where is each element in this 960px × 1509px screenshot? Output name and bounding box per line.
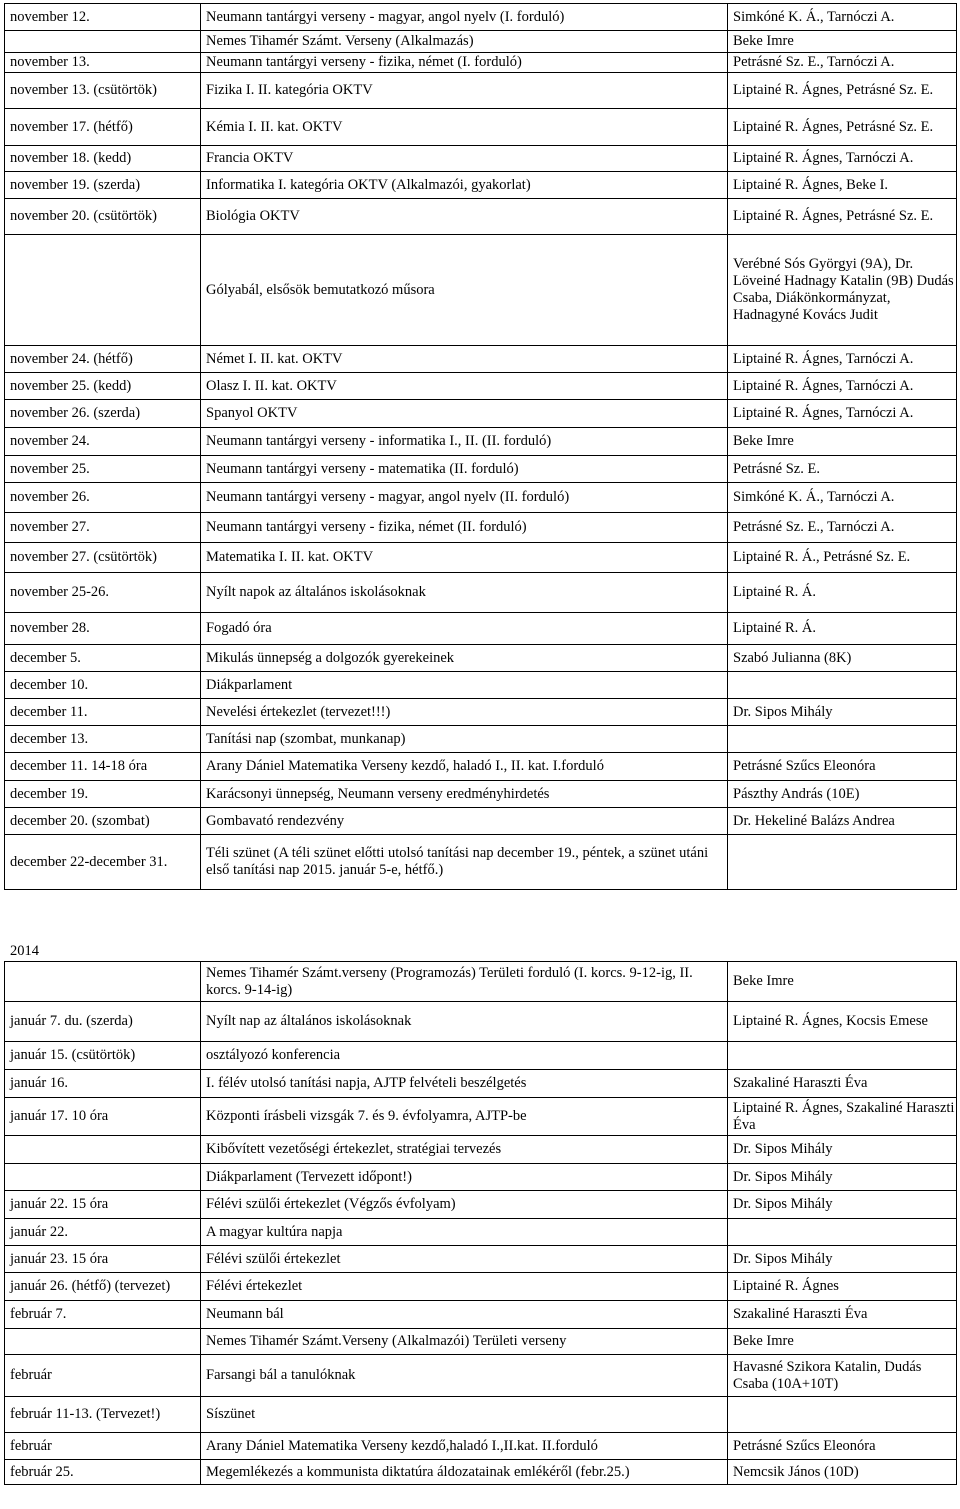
table-row: [5, 31, 957, 53]
table-row: [5, 428, 957, 456]
date-cell: december 19.: [5, 781, 201, 808]
event-cell: Fogadó óra: [201, 613, 728, 645]
person-cell: Simkóné K. Á., Tarnóczi A.: [728, 4, 957, 31]
event-cell: I. félév utolsó tanítási napja, AJTP felvételi beszélgetés: [201, 1070, 728, 1098]
event-cell: Informatika I. kategória OKTV (Alkalmazói, gyakorlat): [201, 172, 728, 199]
table-row: [5, 1219, 957, 1246]
table-row: [5, 73, 957, 109]
table-row: [5, 962, 957, 1002]
date-cell: december 10.: [5, 672, 201, 699]
event-cell: Arany Dániel Matematika Verseny kezdő, haladó I., II. kat. I.forduló: [201, 753, 728, 781]
date-cell: [5, 1164, 201, 1191]
person-cell: Petrásné Szűcs Eleonóra: [728, 1433, 957, 1460]
person-cell: Dr. Sipos Mihály: [728, 1191, 957, 1219]
person-cell: [728, 726, 957, 753]
table-row: [5, 1191, 957, 1219]
year-heading: 2014: [10, 943, 39, 959]
person-cell: Liptainé R. Ágnes, Tarnóczi A.: [728, 346, 957, 373]
event-cell: Kibővített vezetőségi értekezlet, stratégiai tervezés: [201, 1136, 728, 1164]
event-cell: Neumann tantárgyi verseny - matematika (II. forduló): [201, 456, 728, 483]
event-cell: Francia OKTV: [201, 146, 728, 172]
date-cell: [5, 1329, 201, 1355]
table-row: [5, 53, 957, 73]
date-cell: február 7.: [5, 1301, 201, 1329]
event-cell: osztályozó konferencia: [201, 1042, 728, 1070]
event-cell: Neumann tantárgyi verseny - magyar, angol nyelv (I. forduló): [201, 4, 728, 31]
table-row: [5, 483, 957, 513]
schedule-table-body: [5, 4, 957, 890]
table-row: [5, 400, 957, 428]
event-cell: Neumann tantárgyi verseny - informatika I., II. (II. forduló): [201, 428, 728, 456]
person-cell: Liptainé R. Ágnes, Kocsis Emese: [728, 1002, 957, 1042]
event-cell: Neumann bál: [201, 1301, 728, 1329]
event-cell: Központi írásbeli vizsgák 7. és 9. évfolyamra, AJTP-be: [201, 1098, 728, 1136]
table-row: [5, 146, 957, 172]
date-cell: december 11.: [5, 699, 201, 726]
date-cell: november 25.: [5, 456, 201, 483]
date-cell: [5, 1136, 201, 1164]
event-cell: Félévi szülői értekezlet: [201, 1246, 728, 1273]
person-cell: [728, 1397, 957, 1433]
date-cell: november 25. (kedd): [5, 373, 201, 400]
table-row: [5, 346, 957, 373]
person-cell: Dr. Sipos Mihály: [728, 1164, 957, 1191]
table-row: [5, 199, 957, 235]
event-cell: Karácsonyi ünnepség, Neumann verseny eredményhirdetés: [201, 781, 728, 808]
date-cell: január 7. du. (szerda): [5, 1002, 201, 1042]
person-cell: Havasné Szikora Katalin, Dudás Csaba (10A+10T): [728, 1355, 957, 1397]
date-cell: november 19. (szerda): [5, 172, 201, 199]
date-cell: november 28.: [5, 613, 201, 645]
event-cell: Arany Dániel Matematika Verseny kezdő,haladó I.,II.kat. II.forduló: [201, 1433, 728, 1460]
event-cell: Farsangi bál a tanulóknak: [201, 1355, 728, 1397]
date-cell: január 22.: [5, 1219, 201, 1246]
date-cell: január 26. (hétfő) (tervezet): [5, 1273, 201, 1301]
event-cell: Nemes Tihamér Számt. Verseny (Alkalmazás): [201, 31, 728, 53]
date-cell: február: [5, 1433, 201, 1460]
event-cell: Tanítási nap (szombat, munkanap): [201, 726, 728, 753]
person-cell: Verébné Sós Györgyi (9A), Dr. Löveiné Hadnagy Katalin (9B) Dudás Csaba, Diákönkormányzat, Hadnagyné Kovács Judit: [728, 235, 957, 346]
date-cell: január 15. (csütörtök): [5, 1042, 201, 1070]
table-row: [5, 808, 957, 835]
person-cell: Szakaliné Haraszti Éva: [728, 1301, 957, 1329]
person-cell: [728, 1042, 957, 1070]
table-row: [5, 1355, 957, 1397]
date-cell: december 20. (szombat): [5, 808, 201, 835]
person-cell: Liptainé R. Ágnes: [728, 1273, 957, 1301]
event-cell: Biológia OKTV: [201, 199, 728, 235]
date-cell: november 26.: [5, 483, 201, 513]
person-cell: Beke Imre: [728, 428, 957, 456]
date-cell: november 27.: [5, 513, 201, 543]
date-cell: február: [5, 1355, 201, 1397]
table-row: [5, 1273, 957, 1301]
person-cell: Liptainé R. Á., Petrásné Sz. E.: [728, 543, 957, 573]
schedule-table-body: [5, 962, 957, 1485]
event-cell: Neumann tantárgyi verseny - fizika, német (I. forduló): [201, 53, 728, 73]
event-cell: Félévi szülői értekezlet (Végzős évfolyam): [201, 1191, 728, 1219]
person-cell: Liptainé R. Ágnes, Petrásné Sz. E.: [728, 109, 957, 146]
person-cell: Szabó Julianna (8K): [728, 645, 957, 672]
event-cell: Fizika I. II. kategória OKTV: [201, 73, 728, 109]
person-cell: Liptainé R. Ágnes, Tarnóczi A.: [728, 400, 957, 428]
schedule-table-2014: [4, 961, 957, 1485]
table-row: [5, 109, 957, 146]
person-cell: Dr. Hekeliné Balázs Andrea: [728, 808, 957, 835]
person-cell: [728, 835, 957, 890]
person-cell: Liptainé R. Ágnes, Tarnóczi A.: [728, 146, 957, 172]
person-cell: Liptainé R. Ágnes, Petrásné Sz. E.: [728, 73, 957, 109]
person-cell: Dr. Sipos Mihály: [728, 699, 957, 726]
person-cell: Dr. Sipos Mihály: [728, 1246, 957, 1273]
table-row: [5, 753, 957, 781]
person-cell: Simkóné K. Á., Tarnóczi A.: [728, 483, 957, 513]
table-row: [5, 835, 957, 890]
table-row: [5, 1164, 957, 1191]
date-cell: november 24. (hétfő): [5, 346, 201, 373]
date-cell: november 12.: [5, 4, 201, 31]
table-row: [5, 1070, 957, 1098]
event-cell: Spanyol OKTV: [201, 400, 728, 428]
table-row: [5, 1329, 957, 1355]
table-row: [5, 613, 957, 645]
table-row: [5, 1136, 957, 1164]
person-cell: Petrásné Sz. E.: [728, 456, 957, 483]
event-cell: Nemes Tihamér Számt.verseny (Programozás) Területi forduló (I. korcs. 9-12-ig, II. korcs. 9-14-ig): [201, 962, 728, 1002]
event-cell: Megemlékezés a kommunista diktatúra áldozatainak emlékéről (febr.25.): [201, 1460, 728, 1485]
date-cell: január 16.: [5, 1070, 201, 1098]
person-cell: Liptainé R. Ágnes, Beke I.: [728, 172, 957, 199]
table-row: [5, 543, 957, 573]
table-row: [5, 573, 957, 613]
table-row: [5, 1433, 957, 1460]
schedule-table-2013: [4, 3, 957, 890]
table-row: [5, 645, 957, 672]
date-cell: január 22. 15 óra: [5, 1191, 201, 1219]
table-row: [5, 513, 957, 543]
table-row: [5, 172, 957, 199]
table-row: [5, 781, 957, 808]
event-cell: Gólyabál, elsősök bemutatkozó műsora: [201, 235, 728, 346]
table-row: [5, 1098, 957, 1136]
date-cell: [5, 31, 201, 53]
person-cell: Petrásné Sz. E., Tarnóczi A.: [728, 513, 957, 543]
event-cell: Neumann tantárgyi verseny - fizika, német (II. forduló): [201, 513, 728, 543]
person-cell: Beke Imre: [728, 1329, 957, 1355]
date-cell: január 17. 10 óra: [5, 1098, 201, 1136]
person-cell: Liptainé R. Ágnes, Petrásné Sz. E.: [728, 199, 957, 235]
person-cell: Liptainé R. Ágnes, Tarnóczi A.: [728, 373, 957, 400]
person-cell: [728, 672, 957, 699]
event-cell: Mikulás ünnepség a dolgozók gyerekeinek: [201, 645, 728, 672]
table-row: [5, 672, 957, 699]
event-cell: Olasz I. II. kat. OKTV: [201, 373, 728, 400]
date-cell: december 11. 14-18 óra: [5, 753, 201, 781]
date-cell: november 26. (szerda): [5, 400, 201, 428]
event-cell: Nyílt nap az általános iskolásoknak: [201, 1002, 728, 1042]
table-row: [5, 1002, 957, 1042]
date-cell: november 13. (csütörtök): [5, 73, 201, 109]
person-cell: Beke Imre: [728, 962, 957, 1002]
table-row: [5, 1301, 957, 1329]
person-cell: Petrásné Sz. E., Tarnóczi A.: [728, 53, 957, 73]
event-cell: Neumann tantárgyi verseny - magyar, angol nyelv (II. forduló): [201, 483, 728, 513]
table-row: [5, 1397, 957, 1433]
date-cell: november 20. (csütörtök): [5, 199, 201, 235]
date-cell: december 22-december 31.: [5, 835, 201, 890]
date-cell: november 17. (hétfő): [5, 109, 201, 146]
date-cell: november 24.: [5, 428, 201, 456]
table-row: [5, 4, 957, 31]
date-cell: február 25.: [5, 1460, 201, 1485]
event-cell: Matematika I. II. kat. OKTV: [201, 543, 728, 573]
date-cell: december 13.: [5, 726, 201, 753]
event-cell: A magyar kultúra napja: [201, 1219, 728, 1246]
person-cell: Szakaliné Haraszti Éva: [728, 1070, 957, 1098]
table-row: [5, 456, 957, 483]
person-cell: Liptainé R. Á.: [728, 613, 957, 645]
event-cell: Diákparlament: [201, 672, 728, 699]
event-cell: Német I. II. kat. OKTV: [201, 346, 728, 373]
date-cell: december 5.: [5, 645, 201, 672]
event-cell: Nyílt napok az általános iskolásoknak: [201, 573, 728, 613]
event-cell: Gombavató rendezvény: [201, 808, 728, 835]
person-cell: [728, 1219, 957, 1246]
table-row: [5, 235, 957, 346]
person-cell: Petrásné Szűcs Eleonóra: [728, 753, 957, 781]
person-cell: Liptainé R. Á.: [728, 573, 957, 613]
table-row: [5, 726, 957, 753]
date-cell: [5, 235, 201, 346]
table-row: [5, 1042, 957, 1070]
date-cell: február 11-13. (Tervezet!): [5, 1397, 201, 1433]
event-cell: Síszünet: [201, 1397, 728, 1433]
person-cell: Beke Imre: [728, 31, 957, 53]
date-cell: január 23. 15 óra: [5, 1246, 201, 1273]
date-cell: november 13.: [5, 53, 201, 73]
table-row: [5, 1460, 957, 1485]
date-cell: [5, 962, 201, 1002]
person-cell: Liptainé R. Ágnes, Szakaliné Haraszti Éva: [728, 1098, 957, 1136]
event-cell: Kémia I. II. kat. OKTV: [201, 109, 728, 146]
person-cell: Nemcsik János (10D): [728, 1460, 957, 1485]
date-cell: november 27. (csütörtök): [5, 543, 201, 573]
table-row: [5, 699, 957, 726]
event-cell: Téli szünet (A téli szünet előtti utolsó tanítási nap december 19., péntek, a szünet utáni első tanítási nap 2015. január 5-e, hétfő.): [201, 835, 728, 890]
event-cell: Félévi értekezlet: [201, 1273, 728, 1301]
person-cell: Pászthy András (10E): [728, 781, 957, 808]
date-cell: november 25-26.: [5, 573, 201, 613]
event-cell: Nevelési értekezlet (tervezet!!!): [201, 699, 728, 726]
date-cell: november 18. (kedd): [5, 146, 201, 172]
event-cell: Diákparlament (Tervezett időpont!): [201, 1164, 728, 1191]
table-row: [5, 373, 957, 400]
event-cell: Nemes Tihamér Számt.Verseny (Alkalmazói) Területi verseny: [201, 1329, 728, 1355]
person-cell: Dr. Sipos Mihály: [728, 1136, 957, 1164]
table-row: [5, 1246, 957, 1273]
